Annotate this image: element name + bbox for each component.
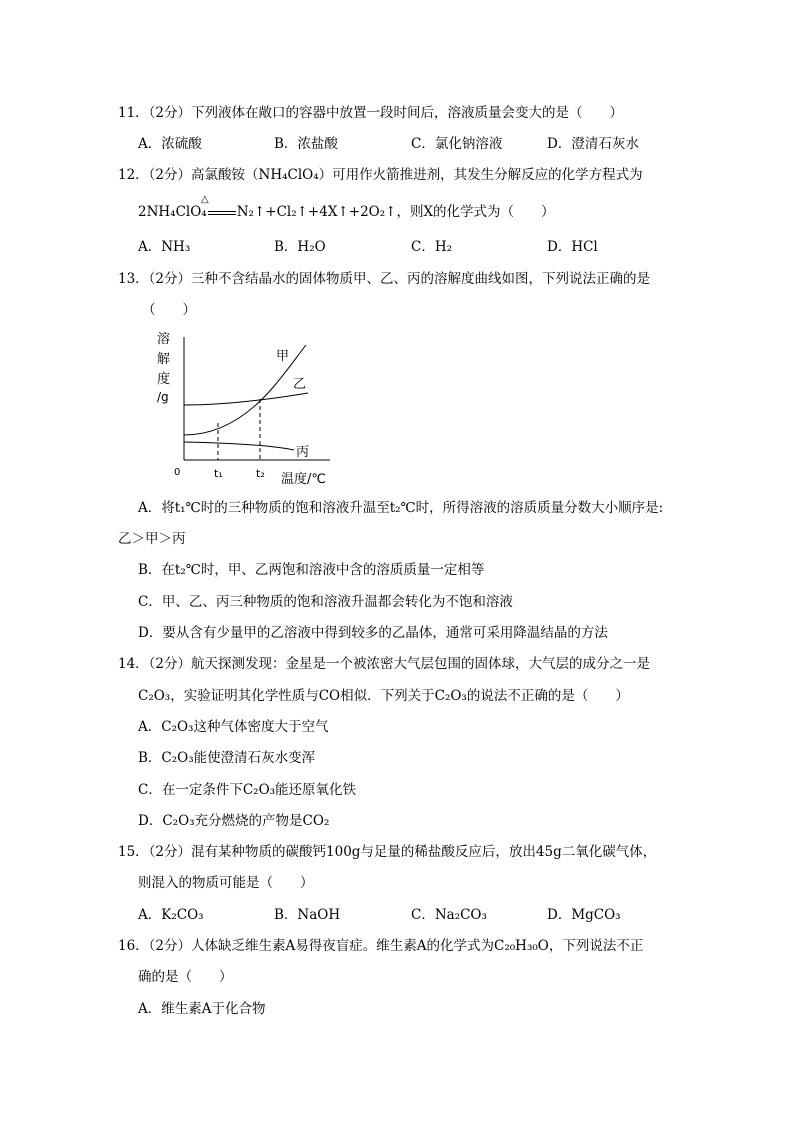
q16-option-a: A．维生素A于化合物	[138, 1001, 266, 1017]
tick-t1: t₁	[214, 467, 223, 480]
heat-condition-icon: △	[201, 194, 209, 205]
origin-label: 0	[174, 467, 181, 478]
q12-eq-left: 2NH₄ClO₄	[138, 204, 207, 220]
q11-option-a: A．浓硫酸	[138, 136, 202, 152]
q13-option-c: C．甲、乙、丙三种物质的饱和溶液升温都会转化为不饱和溶液	[138, 594, 513, 610]
q14-stem-line1: 14．（2分）航天探测发现：金星是一个被浓密大气层包围的固体球，大气层的成分之一是	[118, 656, 651, 672]
tick-t2: t₂	[256, 467, 265, 480]
q11-option-c: C．氯化钠溶液	[411, 136, 503, 152]
q12-option-a: A．NH₃	[138, 239, 191, 255]
q15-option-b: B．NaOH	[274, 907, 341, 923]
q15-stem-line2: 则混入的物质可能是（ ）	[138, 875, 314, 891]
q15-option-a: A．K₂CO₃	[138, 907, 204, 923]
q13-stem-line1: 13．（2分）三种不含结晶水的固体物质甲、乙、丙的溶解度曲线如图，下列说法正确的是	[118, 271, 651, 287]
solubility-chart	[150, 325, 350, 485]
q14-option-b: B．C₂O₃能使澄清石灰水变浑	[138, 750, 316, 766]
q11-option-d: D．澄清石灰水	[547, 136, 639, 152]
q15-option-c: C．Na₂CO₃	[411, 907, 487, 923]
q11-option-b: B．浓盐酸	[274, 136, 338, 152]
ylabel-char-2: 解	[157, 352, 171, 367]
series-label-jia: 甲	[276, 349, 290, 364]
series-label-yi: 乙	[293, 377, 307, 392]
ylabel-char-4: /g	[157, 390, 169, 404]
curve-bing	[184, 442, 294, 450]
q15-stem-line1: 15．（2分）混有某种物质的碳酸钙100g与足量的稀盐酸反应后，放出45g二氧化碳气体，	[118, 844, 657, 860]
q12-eq-right: N₂↑+Cl₂↑+4X↑+2O₂↑，则X的化学式为（ ）	[236, 204, 555, 220]
series-label-bing: 丙	[296, 445, 310, 460]
x-axis-label: 温度/℃	[281, 472, 326, 485]
q11-stem: 11．（2分）下列液体在敞口的容器中放置一段时间后，溶液质量会变大的是（ ）	[118, 105, 624, 121]
q12-option-d: D．HCl	[547, 239, 598, 255]
ylabel-char-3: 度	[157, 372, 171, 387]
q14-option-a: A．C₂O₃这种气体密度大于空气	[138, 719, 329, 735]
reaction-arrow	[208, 211, 236, 215]
q13-stem-line2: （ ）	[142, 302, 196, 318]
q14-option-c: C．在一定条件下C₂O₃能还原氧化铁	[138, 782, 357, 798]
q12-option-c: C．H₂	[411, 239, 453, 255]
q12-stem: 12．（2分）高氯酸铵（NH₄ClO₄）可用作火箭推进剂，其发生分解反应的化学方程式为	[118, 167, 643, 183]
q12-option-b: B．H₂O	[274, 239, 326, 255]
q15-option-d: D．MgCO₃	[547, 907, 621, 923]
curve-yi	[184, 393, 308, 405]
ylabel-char-1: 溶	[157, 332, 171, 347]
q13-option-d: D．要从含有少量甲的乙溶液中得到较多的乙晶体，通常可采用降温结晶的方法	[138, 625, 608, 641]
q16-stem-line2: 确的是（ ）	[138, 969, 233, 985]
q13-option-a-line2: 乙＞甲＞丙	[118, 531, 186, 547]
q16-stem-line1: 16．（2分）人体缺乏维生素A易得夜盲症。维生素A的化学式为C₂₀H₃₀O，下列说法不正	[118, 938, 644, 954]
q14-option-d: D．C₂O₃充分燃烧的产物是CO₂	[138, 813, 330, 829]
q12-equation	[138, 194, 555, 222]
q13-option-a-line1: A．将t₁℃时的三种物质的饱和溶液升温至t₂℃时，所得溶液的溶质质量分数大小顺序是:	[138, 500, 664, 516]
q13-option-b: B．在t₂℃时，甲、乙两饱和溶液中含的溶质质量一定相等	[138, 562, 485, 578]
q14-stem-line2: C₂O₃，实验证明其化学性质与CO相似．下列关于C₂O₃的说法不正确的是（ ）	[138, 688, 629, 704]
